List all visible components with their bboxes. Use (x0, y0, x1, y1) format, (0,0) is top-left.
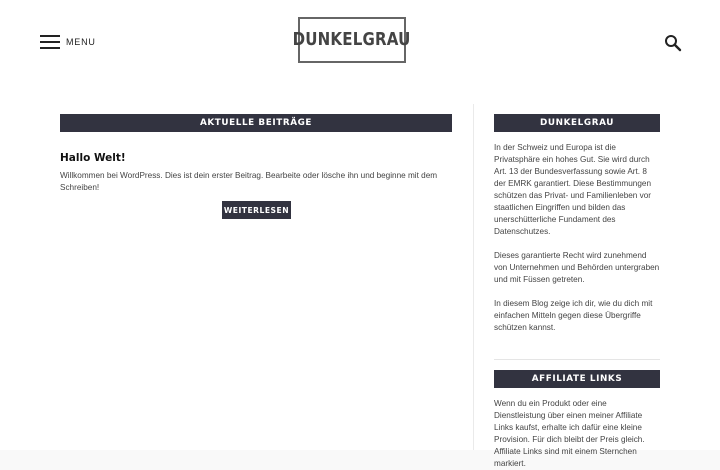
site-logo-text: DUNKELGRAU (293, 30, 411, 50)
sidebar-widget-paragraph: Dieses garantierte Recht wird zunehmend von Unternehmen und Behörden untergraben und mit Füssen getreten. (494, 251, 660, 284)
sidebar-widget-paragraph: In der Schweiz und Europa ist die Privatsphäre ein hohes Gut. Sie wird durch Art. 13 der Bundesverfassung sowie Art. 8 der EMRK garantiert. Diese Bestimmungen schützen das Privat- und Familienleben vor staatlichen Eingriffen und bilden das unerschütterliche Fundament des Datenschutzes. (494, 143, 652, 236)
search-button[interactable] (664, 34, 682, 52)
sidebar-widget-paragraph: Wenn du ein Produkt oder eine Dienstleistung über einen meiner Affiliate Links kaufst, erhalte ich dafür eine kleine Provision. Für dich bleibt der Preis gleich. Affiliate Links sind mit einem Sternchen markiert. (494, 399, 645, 468)
menu-toggle-button[interactable] (40, 34, 96, 50)
sidebar-widget-title-affiliate-links: AFFILIATE LINKS (494, 370, 660, 388)
search-icon (664, 34, 682, 52)
recent-posts-heading: AKTUELLE BEITRÄGE (60, 114, 452, 132)
site-header (0, 0, 720, 85)
read-more-button[interactable]: WEITERLESEN (222, 201, 291, 219)
post-excerpt: Willkommen bei WordPress. Dies ist dein erster Beitrag. Bearbeite oder lösche ihn und beginne mit dem Schreiben! (60, 171, 438, 192)
site-logo[interactable] (293, 17, 411, 63)
hamburger-menu-icon (40, 35, 60, 49)
sidebar-widget-paragraph: In diesem Blog zeige ich dir, wie du dich mit einfachen Mitteln gegen diese Übergriffe schützen kannst. (494, 299, 653, 332)
sidebar-widget-title-dunkelgrau: DUNKELGRAU (494, 114, 660, 132)
post-title-link[interactable]: Hallo Welt! (60, 152, 126, 164)
menu-label: MENU (66, 37, 96, 47)
sidebar-widget-separator (494, 359, 660, 360)
sidebar-divider (473, 104, 474, 450)
